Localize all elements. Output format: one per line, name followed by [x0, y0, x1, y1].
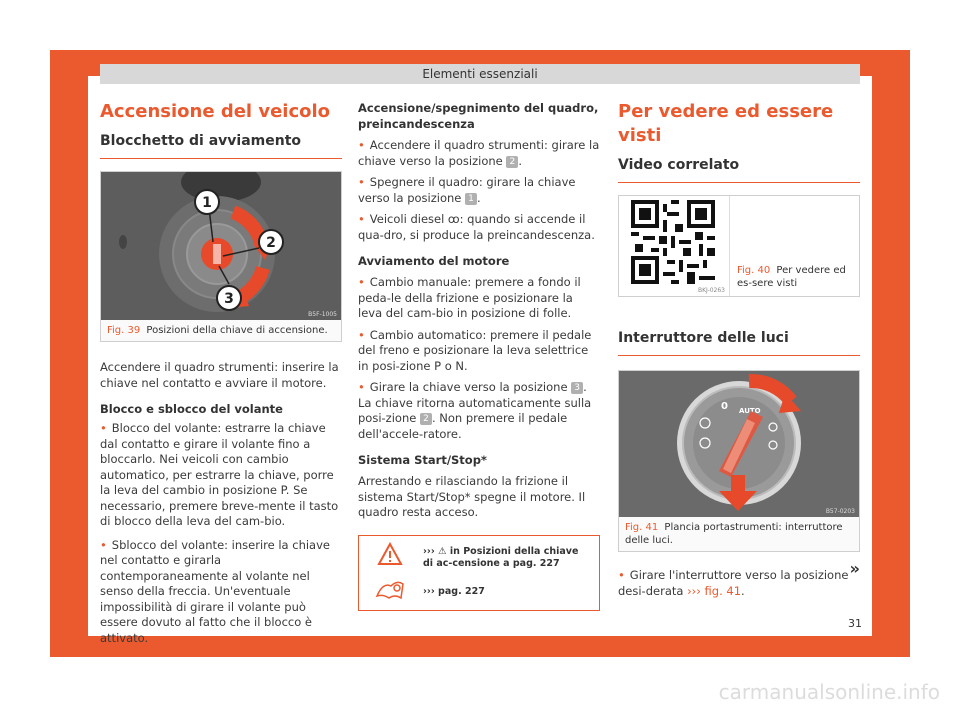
subhead-start-stop: Sistema Start/Stop* [358, 453, 487, 467]
subhead-engine-start: Avviamento del motore [358, 254, 510, 268]
video-heading-wrap [618, 156, 860, 183]
bullet-ignition-on-text: Accendere il quadro strumenti: girare la chiave verso la posizione [358, 138, 600, 168]
bullet-turn-key-mid: . La chiave ritorna automaticamente sulla posi-zione [358, 380, 592, 425]
bullet-ignition-on: • Accendere il quadro strumenti: girare la chiave verso la posizione 2 . [358, 138, 600, 169]
bullet-unlock: • Sblocco del volante: inserire la chiave nel contatto e girarla contemporaneamente al volante nel senso della freccia. Un'eventuale impossibilità di girare il volante può essere dovuto al fatto che il blocco è attivato. [100, 538, 342, 647]
bullet-ignition-off: • Spegnere il quadro: girare la chiave verso la posizione 1 . [358, 175, 600, 206]
watermark: carmanualsonline.info [718, 680, 940, 704]
ignition-key-illustration [101, 172, 341, 320]
figure-41-number: Fig. 41 [625, 522, 659, 533]
column-1 [100, 100, 342, 646]
subhead-steering-lock: Blocco e sblocco del volante [100, 402, 283, 416]
bullet-automatic: • Cambio automatico: premere il pedale del freno e posizionare la leva selettrice in posi-zione P o N. [358, 328, 600, 375]
column-2 [358, 100, 600, 611]
light-switch-heading: Interruttore delle luci [618, 330, 789, 346]
callout-1-label: 1 [202, 195, 212, 211]
figure-40-number: Fig. 40 [737, 265, 771, 276]
figure-41-caption-text: Plancia portastrumenti: interruttore delle luci. [625, 522, 843, 546]
warning-ref-1[interactable]: ››› ⚠ in Posizioni della chiave di ac-censione a pag. 227 [423, 545, 579, 569]
light-switch-illustration [619, 371, 859, 517]
figure-40 [618, 195, 860, 297]
light-switch-heading-wrap [618, 329, 860, 356]
warning-box [358, 535, 600, 611]
video-heading: Video correlato [618, 157, 740, 173]
figure-41-caption [619, 517, 859, 551]
section-title-2: Per vedere ed essere visti [618, 101, 834, 146]
subsection-heading-wrap [100, 132, 342, 159]
qr-code-icon[interactable] [631, 200, 715, 284]
figure-code: B5F-1005 [308, 311, 337, 318]
position-badge-2: 2 [506, 156, 518, 168]
warning-icon [377, 542, 403, 566]
figure-number: Fig. 39 [107, 325, 141, 336]
subhead-ignition: Accensione/spegnimento del quadro, preincandescenza [358, 101, 599, 131]
position-badge-1: 1 [465, 193, 477, 205]
position-badge-2b: 2 [420, 413, 432, 425]
page-number: 31 [848, 617, 862, 630]
figure-caption [101, 320, 341, 341]
light-switch-text-end: . [741, 583, 745, 598]
intro-paragraph: Accendere il quadro strumenti: inserire la chiave nel contatto e avviare il motore. [100, 360, 339, 390]
position-0-label: 0 [721, 401, 728, 412]
bullet-manual: • Cambio manuale: premere a fondo il peda-le della frizione e posizionare la leva del cam-bio in posizione di folle. [358, 275, 600, 322]
bullet-turn-key [358, 380, 600, 442]
figure-40-caption-text: Per vedere ed es-sere visti [737, 265, 846, 289]
bullet-turn-key-post: . Non premere il pedale dell'accele-ratore. [358, 411, 568, 441]
subsection-title: Blocchetto di avviamento [100, 133, 302, 149]
callout-2-label: 2 [266, 235, 276, 251]
light-switch-svg [619, 371, 859, 517]
figure-39 [100, 171, 342, 342]
ignition-svg [101, 172, 341, 320]
qr-code-wrap[interactable] [619, 196, 730, 296]
position-badge-3: 3 [571, 382, 583, 394]
position-auto-label: AUTO [739, 407, 761, 415]
fig-41-link[interactable]: ››› fig. 41 [687, 583, 742, 598]
figure-41 [618, 370, 860, 552]
callout-3-label: 3 [224, 291, 234, 307]
start-stop-paragraph: Arrestando e rilasciando la frizione il sistema Start/Stop* spegne il motore. Il quadro resta acceso. [358, 474, 586, 519]
manual-book-icon [375, 578, 405, 600]
bullet-ignition-off-text: Spegnere il quadro: girare la chiave verso la posizione [358, 175, 576, 205]
bullet-diesel: • Veicoli diesel ꝏ: quando si accende il qua-dro, si produce la preincandescenza. [358, 212, 600, 243]
qr-code-id: BKJ-0263 [697, 287, 725, 294]
section-header: Elementi essenziali [100, 64, 860, 84]
column-3 [618, 100, 860, 599]
light-switch-text: Girare l'interruttore verso la posizione desi-derata [618, 568, 849, 598]
section-title: Accensione del veicolo [100, 101, 331, 122]
bullet-light-switch [618, 568, 860, 599]
bullet-turn-key-pre: Girare la chiave verso la posizione [369, 380, 568, 394]
figure-40-caption [737, 264, 853, 290]
figure-41-code: B57-0203 [825, 508, 855, 515]
bullet-lock: • Blocco del volante: estrarre la chiave dal contatto e girare il volante fino a bloccarlo. Nei veicoli con cambio automatico, per estrarre la chiave, porre la leva del cambio in posizione P. Se necessario, premere breve-mente il tasto di blocco della leva del cam-bio. [100, 421, 342, 530]
figure-caption-text: Posizioni della chiave di accensione. [146, 325, 328, 336]
continue-arrow: » [849, 559, 860, 578]
warning-ref-2[interactable]: ››› pag. 227 [423, 585, 485, 597]
